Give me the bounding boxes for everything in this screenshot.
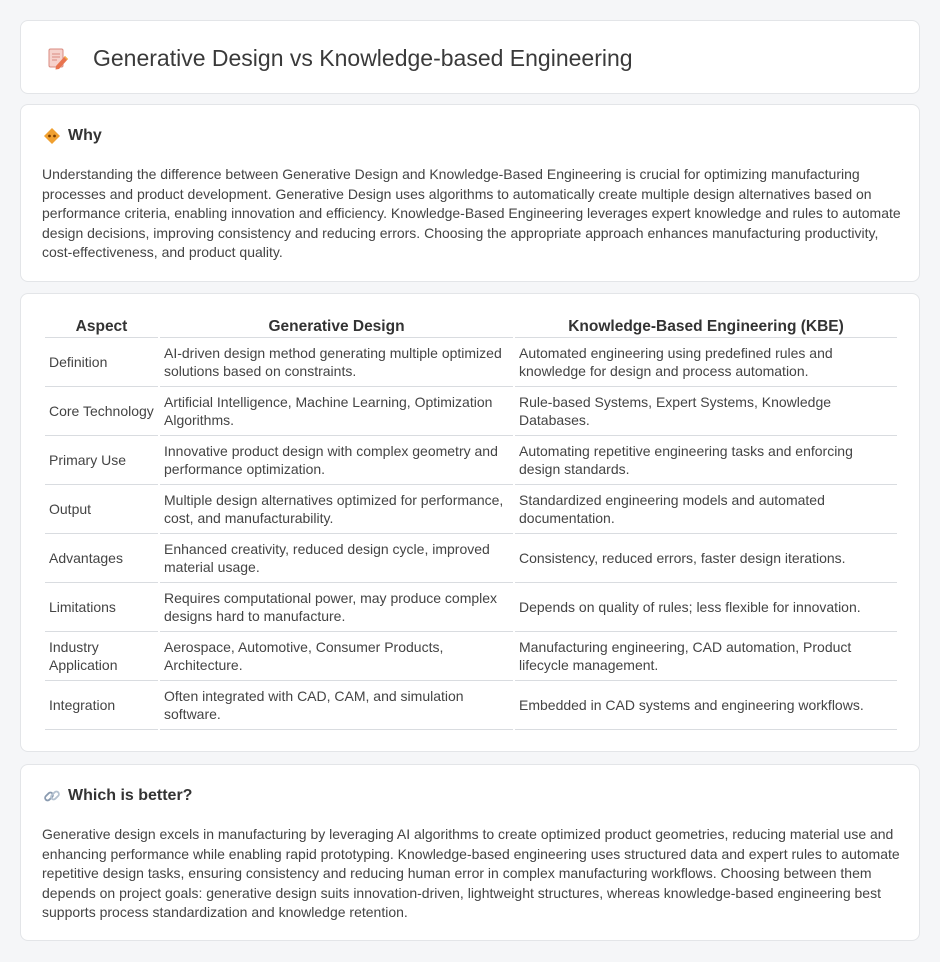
why-paragraph: Understanding the difference between Generative Design and Knowledge-Based Engineering is crucial for optimizing manufacturing processes and product development. Generative Design uses algorithms to automatically create multiple design alternatives based on performance criteria, enabling innovation and efficiency. Knowledge-Based Engineering leverages expert knowledge and rules to automate design decisions, improving consistency and reducing errors. Choosing the appropriate approach enhances manufacturing productivity, cost-effectiveness, and product quality. [42,166,901,260]
kbe-cell: Consistency, reduced errors, faster design iterations. [515,534,897,583]
diamond-sign-icon [43,127,61,145]
page-title: Generative Design vs Knowledge-based Engineering [93,45,633,71]
aspect-cell: Industry Application [45,632,158,681]
generative-design-cell: Often integrated with CAD, CAM, and simulation software. [160,681,513,730]
table-row [45,387,897,436]
table-row [45,583,897,632]
generative-design-cell: AI-driven design method generating multiple optimized solutions based on constraints. [160,338,513,387]
which-is-better-title: Which is better? [68,787,193,804]
table-row [45,632,897,681]
generative-design-cell: Artificial Intelligence, Machine Learning, Optimization Algorithms. [160,387,513,436]
aspect-cell: Advantages [45,534,158,583]
generative-design-cell: Multiple design alternatives optimized for performance, cost, and manufacturability. [160,485,513,534]
generative-design-cell: Innovative product design with complex geometry and performance optimization. [160,436,513,485]
kbe-cell: Depends on quality of rules; less flexible for innovation. [515,583,897,632]
why-title: Why [68,127,102,144]
kbe-cell: Embedded in CAD systems and engineering workflows. [515,681,897,730]
table-header-row [45,316,897,338]
column-header-kbe: Knowledge-Based Engineering (KBE) [515,316,897,338]
aspect-cell: Definition [45,338,158,387]
kbe-cell: Manufacturing engineering, CAD automation, Product lifecycle management. [515,632,897,681]
aspect-cell: Output [45,485,158,534]
link-icon [43,787,61,805]
aspect-cell: Primary Use [45,436,158,485]
kbe-cell: Standardized engineering models and automated documentation. [515,485,897,534]
table-row [45,338,897,387]
aspect-cell: Limitations [45,583,158,632]
kbe-cell: Automating repetitive engineering tasks and enforcing design standards. [515,436,897,485]
table-row [45,681,897,730]
table-row [45,534,897,583]
column-header-generative-design: Generative Design [160,316,513,338]
comparison-table-card [20,293,920,752]
kbe-cell: Automated engineering using predefined rules and knowledge for design and process automation. [515,338,897,387]
header-card [20,20,920,94]
aspect-cell: Integration [45,681,158,730]
which-is-better-paragraph: Generative design excels in manufacturing by leveraging AI algorithms to create optimized product geometries, reducing material use and enhancing performance while enabling rapid prototyping. Knowledge-based engineering uses structured data and expert rules to automate repetitive design tasks, ensuring consistency and reducing human error in complex manufacturing workflows. Choosing between them depends on project goals: generative design suits innovation-driven, lightweight structures, whereas knowledge-based engineering best supports process standardization and knowledge retention. [42,826,900,920]
which-is-better-card [20,764,920,941]
aspect-cell: Core Technology [45,387,158,436]
why-card [20,104,920,282]
kbe-cell: Rule-based Systems, Expert Systems, Knowledge Databases. [515,387,897,436]
generative-design-cell: Aerospace, Automotive, Consumer Products, Architecture. [160,632,513,681]
why-heading [43,127,102,145]
table-row [45,485,897,534]
table-row [45,436,897,485]
comparison-table [43,316,899,730]
generative-design-cell: Enhanced creativity, reduced design cycle, improved material usage. [160,534,513,583]
document-pencil-icon [47,47,69,71]
which-is-better-heading [43,787,192,805]
column-header-aspect: Aspect [45,316,158,338]
generative-design-cell: Requires computational power, may produce complex designs hard to manufacture. [160,583,513,632]
